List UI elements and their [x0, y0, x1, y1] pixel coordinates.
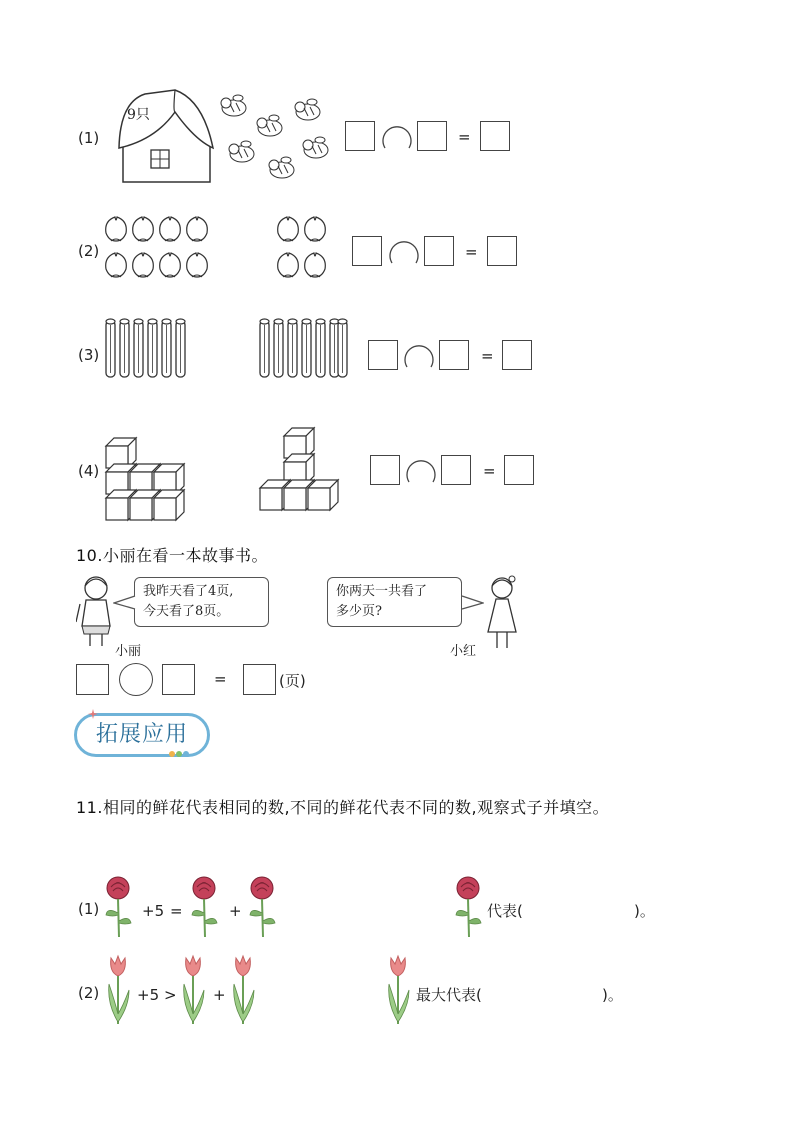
question-11-title: 11.相同的鲜花代表相同的数,不同的鲜花代表不同的数,观察式子并填空。	[76, 798, 610, 817]
answer-box[interactable]	[345, 121, 375, 151]
stick-icon	[288, 319, 297, 377]
q11-part-2-label: (2)	[78, 984, 100, 1002]
name-xiaoli: 小丽	[115, 644, 142, 659]
equals-sign: =	[481, 347, 494, 365]
answer-box[interactable]	[504, 455, 534, 485]
equals-sign: =	[465, 243, 478, 261]
bee-icon	[269, 157, 294, 178]
section-badge-extension: 拓展应用	[74, 713, 210, 757]
sticks-group-right	[258, 318, 350, 382]
bee-icon	[229, 141, 254, 162]
bees-group	[216, 90, 336, 190]
peach-icon	[133, 217, 154, 241]
q11-part-2-close: )。	[602, 986, 623, 1004]
plus-five: +5	[142, 902, 165, 920]
plus-sign: +	[229, 902, 242, 920]
stick-icon	[120, 319, 129, 377]
equals-sign: =	[214, 670, 227, 688]
stick-icon	[338, 319, 347, 377]
stick-icon	[274, 319, 283, 377]
tulip-icon	[180, 954, 208, 1028]
stick-icon	[134, 319, 143, 377]
answer-box[interactable]	[439, 340, 469, 370]
stick-icon	[316, 319, 325, 377]
q11-part-1-label: (1)	[78, 900, 100, 918]
bee-icon	[295, 99, 320, 120]
bee-icon	[257, 115, 282, 136]
stick-icon	[162, 319, 171, 377]
equals-sign: =	[458, 128, 471, 146]
stick-icon	[148, 319, 157, 377]
operator-circle[interactable]	[380, 120, 414, 152]
answer-box[interactable]	[441, 455, 471, 485]
problem-3-label: (3)	[78, 346, 100, 364]
answer-box[interactable]	[162, 664, 195, 695]
peach-icon	[305, 253, 326, 277]
bubble-tail-right	[460, 595, 484, 611]
bee-icon	[221, 95, 246, 116]
operator-circle[interactable]	[387, 235, 421, 267]
tulip-icon	[385, 954, 413, 1028]
greater-than-sign: >	[164, 986, 177, 1004]
question-10-title: 10.小丽在看一本故事书。	[76, 546, 268, 565]
stick-icon	[176, 319, 185, 377]
operator-circle[interactable]	[404, 454, 438, 486]
plus-sign: +	[213, 986, 226, 1004]
stick-icon	[302, 319, 311, 377]
q11-part-1-answer-prefix: 代表(	[487, 902, 523, 920]
speech-bubble-left	[134, 577, 269, 627]
house-illustration	[115, 82, 215, 187]
speech-line: 多少页?	[336, 604, 382, 619]
bee-icon	[303, 137, 328, 158]
peaches-group-left	[104, 215, 214, 285]
q11-part-2-answer-blank[interactable]	[500, 984, 598, 1002]
peach-icon	[278, 253, 299, 277]
rose-icon	[189, 875, 221, 941]
plus-five: +5	[137, 986, 160, 1004]
q11-part-2-answer-prefix: 最大代表(	[416, 986, 482, 1004]
peach-icon	[278, 217, 299, 241]
answer-box[interactable]	[76, 664, 109, 695]
speech-bubble-right	[327, 577, 462, 627]
answer-box[interactable]	[352, 236, 382, 266]
cube-icon	[308, 480, 338, 510]
answer-box[interactable]	[417, 121, 447, 151]
operator-circle[interactable]	[119, 663, 153, 696]
cube-icon	[154, 490, 184, 520]
girl-xiaohong-illustration	[482, 574, 522, 654]
cubes-group-right	[258, 426, 344, 524]
sparkle-icon	[88, 709, 98, 719]
peach-icon	[160, 253, 181, 277]
sticks-group-left	[104, 318, 194, 382]
house-label: 9只	[127, 107, 150, 123]
operator-circle[interactable]	[402, 339, 436, 371]
peach-icon	[106, 253, 127, 277]
equals-sign: =	[170, 902, 183, 920]
peach-icon	[305, 217, 326, 241]
rose-icon	[103, 875, 135, 941]
problem-4-label: (4)	[78, 462, 100, 480]
q11-part-1-close: )。	[634, 902, 655, 920]
speech-line: 今天看了8页。	[143, 604, 230, 619]
peach-icon	[160, 217, 181, 241]
name-xiaohong: 小红	[450, 644, 477, 659]
problem-2-label: (2)	[78, 242, 100, 260]
peach-icon	[133, 253, 154, 277]
speech-line: 你两天一共看了	[336, 584, 428, 599]
stick-icon	[106, 319, 115, 377]
peach-icon	[187, 253, 208, 277]
answer-box[interactable]	[370, 455, 400, 485]
peach-icon	[106, 217, 127, 241]
peach-icon	[187, 217, 208, 241]
bubble-tail-left	[113, 595, 137, 611]
cubes-group-left	[104, 434, 190, 524]
answer-box[interactable]	[480, 121, 510, 151]
tulip-icon	[230, 954, 258, 1028]
answer-box[interactable]	[243, 664, 276, 695]
answer-box[interactable]	[368, 340, 398, 370]
girl-xiaoli-illustration	[76, 574, 116, 650]
equals-sign: =	[483, 462, 496, 480]
q11-part-1-answer-blank[interactable]	[540, 900, 630, 918]
speech-line: 我昨天看了4页,	[143, 584, 234, 599]
rose-icon	[247, 875, 279, 941]
rose-icon	[453, 875, 485, 941]
answer-box[interactable]	[424, 236, 454, 266]
peaches-group-right	[276, 215, 332, 285]
problem-1-label: (1)	[78, 129, 100, 147]
answer-box[interactable]	[502, 340, 532, 370]
answer-box[interactable]	[487, 236, 517, 266]
tulip-icon	[105, 954, 133, 1028]
dots-decoration-icon	[168, 750, 190, 758]
stick-icon	[260, 319, 269, 377]
unit-pages: (页)	[279, 672, 306, 690]
